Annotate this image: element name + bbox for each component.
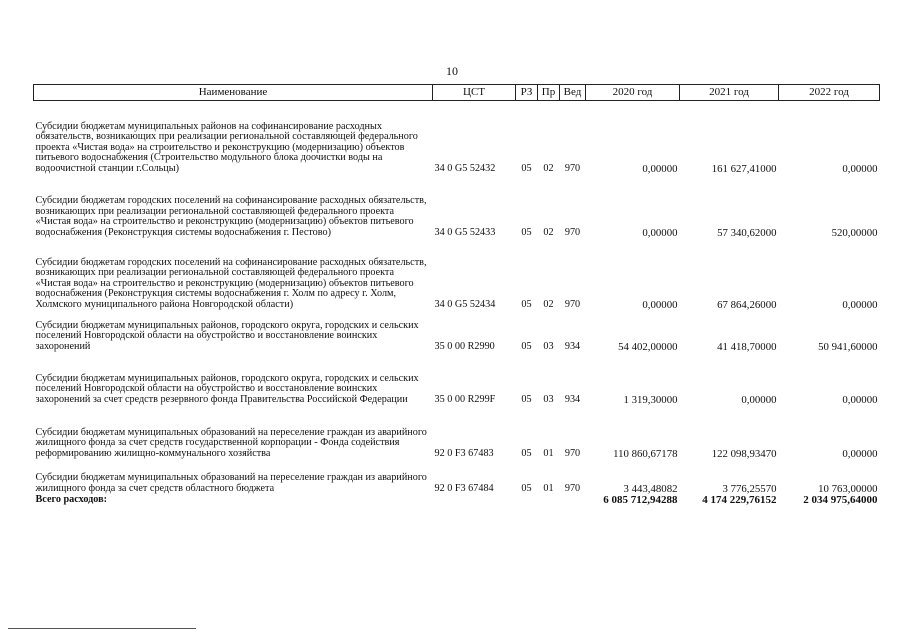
- row-ved: 934: [564, 340, 581, 352]
- table-row: [34, 406, 880, 460]
- row-ved: 970: [564, 162, 581, 174]
- row-2022: 0,00000: [842, 393, 878, 406]
- row-rz: 05: [521, 393, 532, 405]
- row-2022: 50 941,60000: [818, 340, 878, 353]
- row-pr: 01: [543, 447, 554, 459]
- row-2020: 0,00000: [642, 298, 678, 311]
- table-row: [34, 353, 880, 406]
- row-name: Субсидии бюджетам муниципальных образований на переселение граждан из аварийного жилищного фонда за счет средств областного бюджета: [35, 472, 427, 494]
- row-2020: 3 443,48082: [623, 482, 678, 495]
- footer-divider: [8, 628, 196, 629]
- row-ved: 970: [564, 298, 581, 310]
- row-rz: 05: [521, 162, 532, 174]
- header-2020: 2020 год: [586, 85, 680, 101]
- row-name: Субсидии бюджетам муниципальных районов, городского округа, городских и сельских поселений Новгородской области на обустройство и восстановление воинских захоронений: [35, 319, 419, 352]
- row-2020: 110 860,67178: [613, 447, 678, 460]
- row-2022: 0,00000: [842, 447, 878, 460]
- header-ved: Вед: [560, 85, 586, 101]
- row-pr: 03: [543, 393, 554, 405]
- row-ved: 970: [564, 482, 581, 494]
- row-2020: 0,00000: [642, 162, 678, 175]
- table-row: [34, 239, 880, 311]
- total-2021: 4 174 229,76152: [702, 493, 777, 506]
- row-2020: 1 319,30000: [623, 393, 678, 406]
- row-pr: 01: [543, 482, 554, 494]
- row-name: Субсидии бюджетам муниципальных районов на софинансирование расходных обязательств, возникающих при реализации региональной составляющей федерального проекта «Чистая вода» на строительство и реконструкцию (модернизацию) объектов питьевого водоснабжения (Строительство модульного блока доочистки воды на водоочистной станции г.Сольцы): [35, 120, 418, 174]
- total-row: [34, 495, 880, 511]
- row-name: Субсидии бюджетам муниципальных районов, городского округа, городских и сельских поселений Новгородской области на обустройство и восстановление воинских захоронений за счет средств резервного фонда Правительства Российской Федерации: [35, 372, 419, 405]
- table-header-row: [34, 85, 880, 101]
- row-name: Субсидии бюджетам городских поселений на софинансирование расходных обязательств, возникающих при реализации региональной составляющей федерального проекта «Чистая вода» на строительство и реконструкцию (модернизацию) объектов питьевого водоснабжения (Реконструкция системы водоснабжения г. Холм по адресу г. Холм, Холмского муниципального района Новгородской области): [35, 256, 427, 310]
- row-cst: 35 0 00 R299F: [434, 393, 496, 405]
- row-cst: 92 0 F3 67483: [434, 447, 494, 459]
- row-2022: 0,00000: [842, 298, 878, 311]
- expenditure-table: [33, 84, 880, 511]
- row-ved: 934: [564, 393, 581, 405]
- header-cst: ЦСТ: [433, 85, 516, 101]
- row-cst: 92 0 F3 67484: [434, 482, 494, 494]
- row-rz: 05: [521, 340, 532, 352]
- row-2020: 0,00000: [642, 226, 678, 239]
- row-2022: 0,00000: [842, 162, 878, 175]
- row-2021: 57 340,62000: [717, 226, 777, 239]
- total-label: Всего расходов:: [35, 493, 108, 505]
- total-2020: 6 085 712,94288: [603, 493, 678, 506]
- table-row: [34, 460, 880, 495]
- row-cst: 34 0 G5 52434: [434, 298, 496, 310]
- row-ved: 970: [564, 226, 581, 238]
- row-pr: 02: [543, 226, 554, 238]
- row-rz: 05: [521, 482, 532, 494]
- table-row: [34, 311, 880, 353]
- row-rz: 05: [521, 298, 532, 310]
- row-cst: 34 0 G5 52432: [434, 162, 496, 174]
- row-cst: 35 0 00 R2990: [434, 340, 495, 352]
- total-spacer: [433, 495, 586, 511]
- row-2021: 3 776,25570: [722, 482, 777, 495]
- row-pr: 02: [543, 298, 554, 310]
- row-name: Субсидии бюджетам городских поселений на софинансирование расходных обязательств, возникающих при реализации региональной составляющей федерального проекта «Чистая вода» на строительство и реконструкцию (модернизацию) объектов питьевого водоснабжения (Реконструкция системы водоснабжения г. Пестово): [35, 195, 427, 238]
- table-row: [34, 101, 880, 175]
- row-2021: 67 864,26000: [717, 298, 777, 311]
- row-2021: 41 418,70000: [717, 340, 777, 353]
- row-name: Субсидии бюджетам муниципальных образований на переселение граждан из аварийного жилищного фонда за счет средств государственной корпорации - Фонда содействия реформированию жилищно-коммунального хозяйства: [35, 426, 427, 459]
- row-2022: 10 763,00000: [818, 482, 878, 495]
- row-cst: 34 0 G5 52433: [434, 226, 496, 238]
- row-2021: 0,00000: [741, 393, 777, 406]
- row-pr: 03: [543, 340, 554, 352]
- header-rz: РЗ: [516, 85, 538, 101]
- row-2020: 54 402,00000: [618, 340, 678, 353]
- row-pr: 02: [543, 162, 554, 174]
- total-2022: 2 034 975,64000: [803, 493, 878, 506]
- header-name: Наименование: [34, 85, 433, 101]
- row-rz: 05: [521, 447, 532, 459]
- row-2021: 161 627,41000: [711, 162, 777, 175]
- row-2021: 122 098,93470: [711, 447, 777, 460]
- table-row: [34, 175, 880, 239]
- header-pr: Пр: [538, 85, 560, 101]
- header-2022: 2022 год: [779, 85, 880, 101]
- header-2021: 2021 год: [680, 85, 779, 101]
- row-ved: 970: [564, 447, 581, 459]
- row-2022: 520,00000: [831, 226, 878, 239]
- page-number: 10: [446, 64, 458, 78]
- row-rz: 05: [521, 226, 532, 238]
